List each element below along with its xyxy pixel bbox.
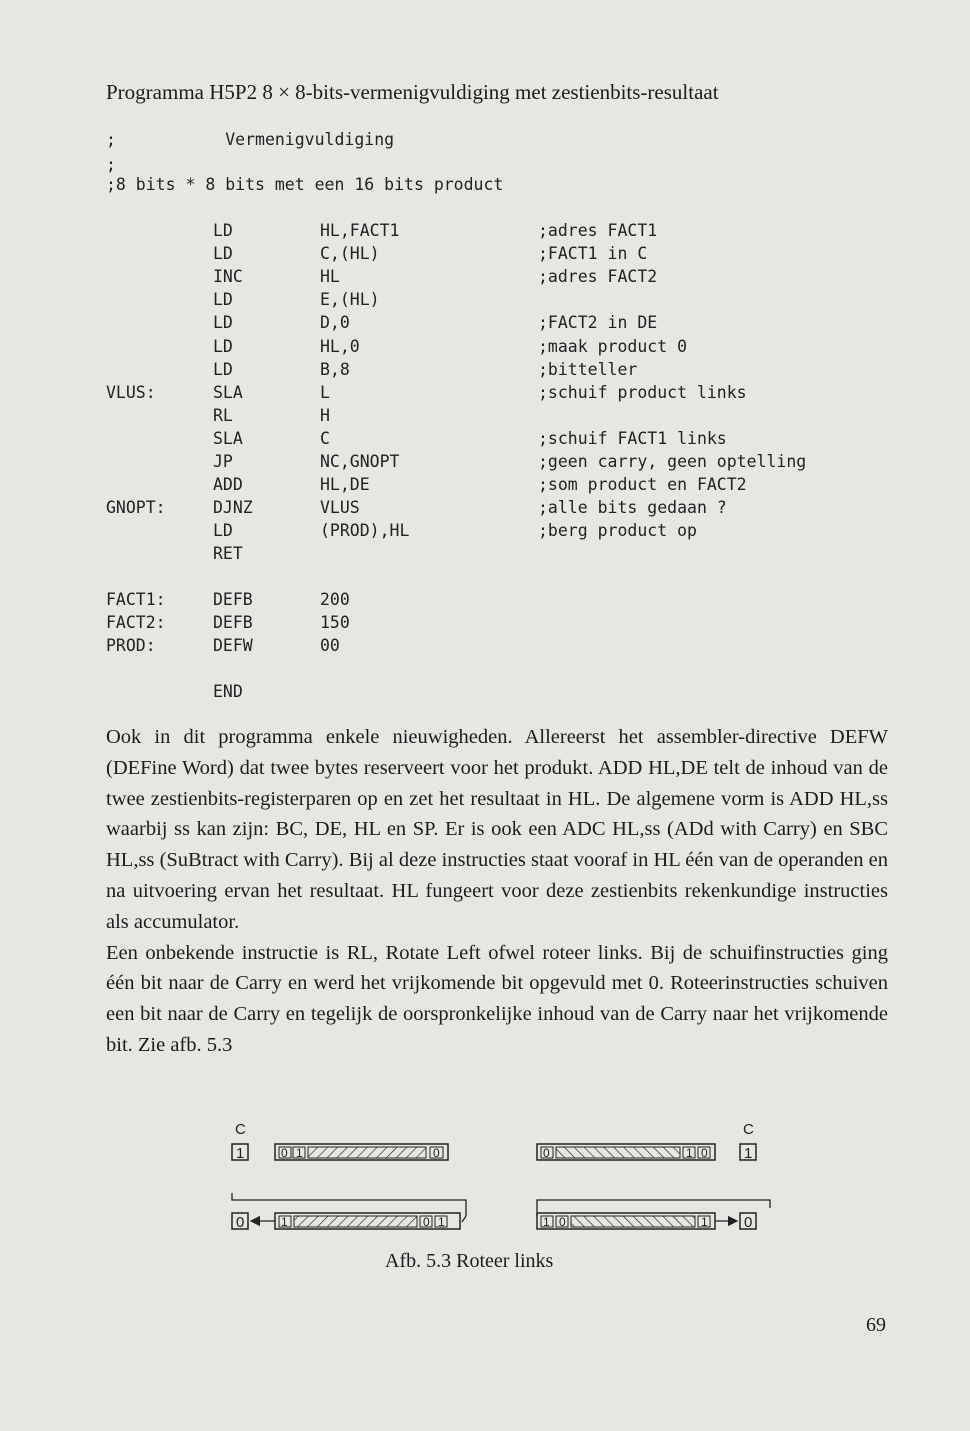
code-line bbox=[0, 244, 970, 267]
code-comment: ;som product en FACT2 bbox=[538, 475, 747, 494]
code-operand: D,0 bbox=[320, 313, 350, 332]
figure-caption: Afb. 5.3 Roteer links bbox=[385, 1250, 554, 1272]
code-opcode: DEFW bbox=[213, 636, 253, 655]
right-bit-6: 1 bbox=[686, 1146, 693, 1160]
code-opcode: LD bbox=[213, 221, 233, 240]
code-opcode: DEFB bbox=[213, 590, 253, 609]
code-comment: ;adres FACT1 bbox=[538, 221, 658, 240]
left-carry-label: C bbox=[235, 1121, 246, 1138]
code-label: FACT2: bbox=[106, 613, 166, 632]
code-comment: ;schuif FACT1 links bbox=[538, 429, 727, 448]
paragraph-1: Ook in dit programma enkele nieuwigheden. Allereerst het assembler-directive DEFW (DEFine Word) dat twee bytes reserveert voor het produkt. ADD HL,DE telt de inhoud van de twee zestienbits-registerparen op en zet het resultaat in HL. De algemene vorm is ADD HL,ss waarbij ss kan zijn: BC, DE, HL en SP. Er is ook een ADC HL,ss (ADd with Carry) en SBC HL,ss (SuBtract with Carry). Bij al deze instructies staat vooraf in HL één van de operanden en na uitvoering ervan het resultaat. HL fungeert voor deze zestienbits rekenkundige instructies als accumulator. bbox=[106, 726, 888, 933]
code-comment: ;bitteller bbox=[538, 360, 638, 379]
right-carry-after: 0 bbox=[744, 1214, 753, 1231]
code-line bbox=[0, 221, 970, 244]
code-opcode: RET bbox=[213, 544, 243, 563]
code-opcode: SLA bbox=[213, 429, 243, 448]
left-bit-0: 0 bbox=[281, 1146, 288, 1160]
code-line bbox=[0, 452, 970, 475]
code-line bbox=[0, 613, 970, 636]
code-operand: 150 bbox=[320, 613, 350, 632]
code-comment: ;alle bits gedaan ? bbox=[538, 498, 727, 517]
code-label: VLUS: bbox=[106, 383, 156, 402]
code-opcode: LD bbox=[213, 521, 233, 540]
code-label: FACT1: bbox=[106, 590, 166, 609]
code-opcode: END bbox=[213, 682, 243, 701]
code-text: ; bbox=[106, 155, 116, 174]
code-operand: NC,GNOPT bbox=[320, 452, 400, 471]
code-opcode: DEFB bbox=[213, 613, 253, 632]
right-bit-0: 0 bbox=[543, 1146, 550, 1160]
right-bit-7: 0 bbox=[701, 1146, 708, 1160]
code-operand: 00 bbox=[320, 636, 340, 655]
rotate-left-figure bbox=[0, 1118, 970, 1238]
right-after-bit-1: 0 bbox=[559, 1215, 566, 1229]
paragraph-2: Een onbekende instructie is RL, Rotate Left ofwel roteer links. Bij de schuifinstructies ging één bit naar de Carry en werd het vrijkomende bit opgevuld met 0. Roteerinstructies schuiven een bit naar de Carry en tegelijk de oorspronkelijke inhoud van de Carry naar het vrijkomende bit. Zie afb. 5.3 bbox=[106, 941, 888, 1056]
right-after-bit-0: 1 bbox=[543, 1215, 550, 1229]
left-carry-after: 0 bbox=[236, 1214, 245, 1231]
code-operand: 200 bbox=[320, 590, 350, 609]
code-comment: ;FACT2 in DE bbox=[538, 313, 658, 332]
code-opcode: LD bbox=[213, 337, 233, 356]
code-opcode: JP bbox=[213, 452, 233, 471]
code-label: PROD: bbox=[106, 636, 156, 655]
code-opcode: DJNZ bbox=[213, 498, 253, 517]
right-after-bit-7: 1 bbox=[701, 1215, 708, 1229]
code-comment: ;schuif product links bbox=[538, 383, 747, 402]
left-carry-bit: 1 bbox=[236, 1145, 245, 1162]
code-line bbox=[0, 130, 970, 153]
code-opcode: LD bbox=[213, 313, 233, 332]
code-operand: HL,DE bbox=[320, 475, 370, 494]
code-line bbox=[0, 429, 970, 452]
left-after-bit-7: 1 bbox=[438, 1215, 445, 1229]
code-opcode: SLA bbox=[213, 383, 243, 402]
code-line bbox=[0, 590, 970, 613]
code-line bbox=[0, 337, 970, 360]
left-bit-1: 1 bbox=[296, 1146, 303, 1160]
left-after-bit-0: 1 bbox=[281, 1215, 288, 1229]
code-text: ; Vermenigvuldiging bbox=[106, 130, 395, 149]
left-bit-last: 0 bbox=[433, 1146, 440, 1160]
code-operand: H bbox=[320, 406, 330, 425]
code-line bbox=[0, 175, 970, 198]
code-comment: ;adres FACT2 bbox=[538, 267, 658, 286]
code-opcode: LD bbox=[213, 244, 233, 263]
code-line bbox=[0, 383, 970, 406]
code-opcode: RL bbox=[213, 406, 233, 425]
code-line bbox=[0, 475, 970, 498]
body-text bbox=[106, 722, 888, 1061]
code-operand: HL,FACT1 bbox=[320, 221, 400, 240]
code-line bbox=[0, 267, 970, 290]
code-line bbox=[0, 313, 970, 336]
code-text: ;8 bits * 8 bits met een 16 bits product bbox=[106, 175, 504, 194]
program-title: Programma H5P2 8 × 8-bits-vermenigvuldiging met zestienbits-resultaat bbox=[106, 80, 719, 104]
code-label: GNOPT: bbox=[106, 498, 166, 517]
code-operand: VLUS bbox=[320, 498, 360, 517]
code-operand: L bbox=[320, 383, 330, 402]
left-after-bit-6: 0 bbox=[423, 1215, 430, 1229]
right-carry-label: C bbox=[743, 1121, 754, 1138]
code-line bbox=[0, 360, 970, 383]
code-operand: C,(HL) bbox=[320, 244, 380, 263]
code-comment: ;FACT1 in C bbox=[538, 244, 648, 263]
code-comment: ;maak product 0 bbox=[538, 337, 688, 356]
code-line bbox=[0, 636, 970, 659]
code-operand: C bbox=[320, 429, 330, 448]
code-operand: (PROD),HL bbox=[320, 521, 410, 540]
page-number: 69 bbox=[866, 1314, 886, 1336]
code-line bbox=[0, 406, 970, 429]
code-line bbox=[0, 544, 970, 567]
code-comment: ;geen carry, geen optelling bbox=[538, 452, 807, 471]
code-comment: ;berg product op bbox=[538, 521, 697, 540]
code-opcode: LD bbox=[213, 360, 233, 379]
right-carry-bit: 1 bbox=[744, 1145, 753, 1162]
code-operand: HL,0 bbox=[320, 337, 360, 356]
code-operand: B,8 bbox=[320, 360, 350, 379]
code-opcode: LD bbox=[213, 290, 233, 309]
code-opcode: INC bbox=[213, 267, 243, 286]
code-operand: E,(HL) bbox=[320, 290, 380, 309]
code-line bbox=[0, 521, 970, 544]
code-opcode: ADD bbox=[213, 475, 243, 494]
code-operand: HL bbox=[320, 267, 340, 286]
code-line bbox=[0, 290, 970, 313]
code-line bbox=[0, 682, 970, 705]
code-line bbox=[0, 498, 970, 521]
